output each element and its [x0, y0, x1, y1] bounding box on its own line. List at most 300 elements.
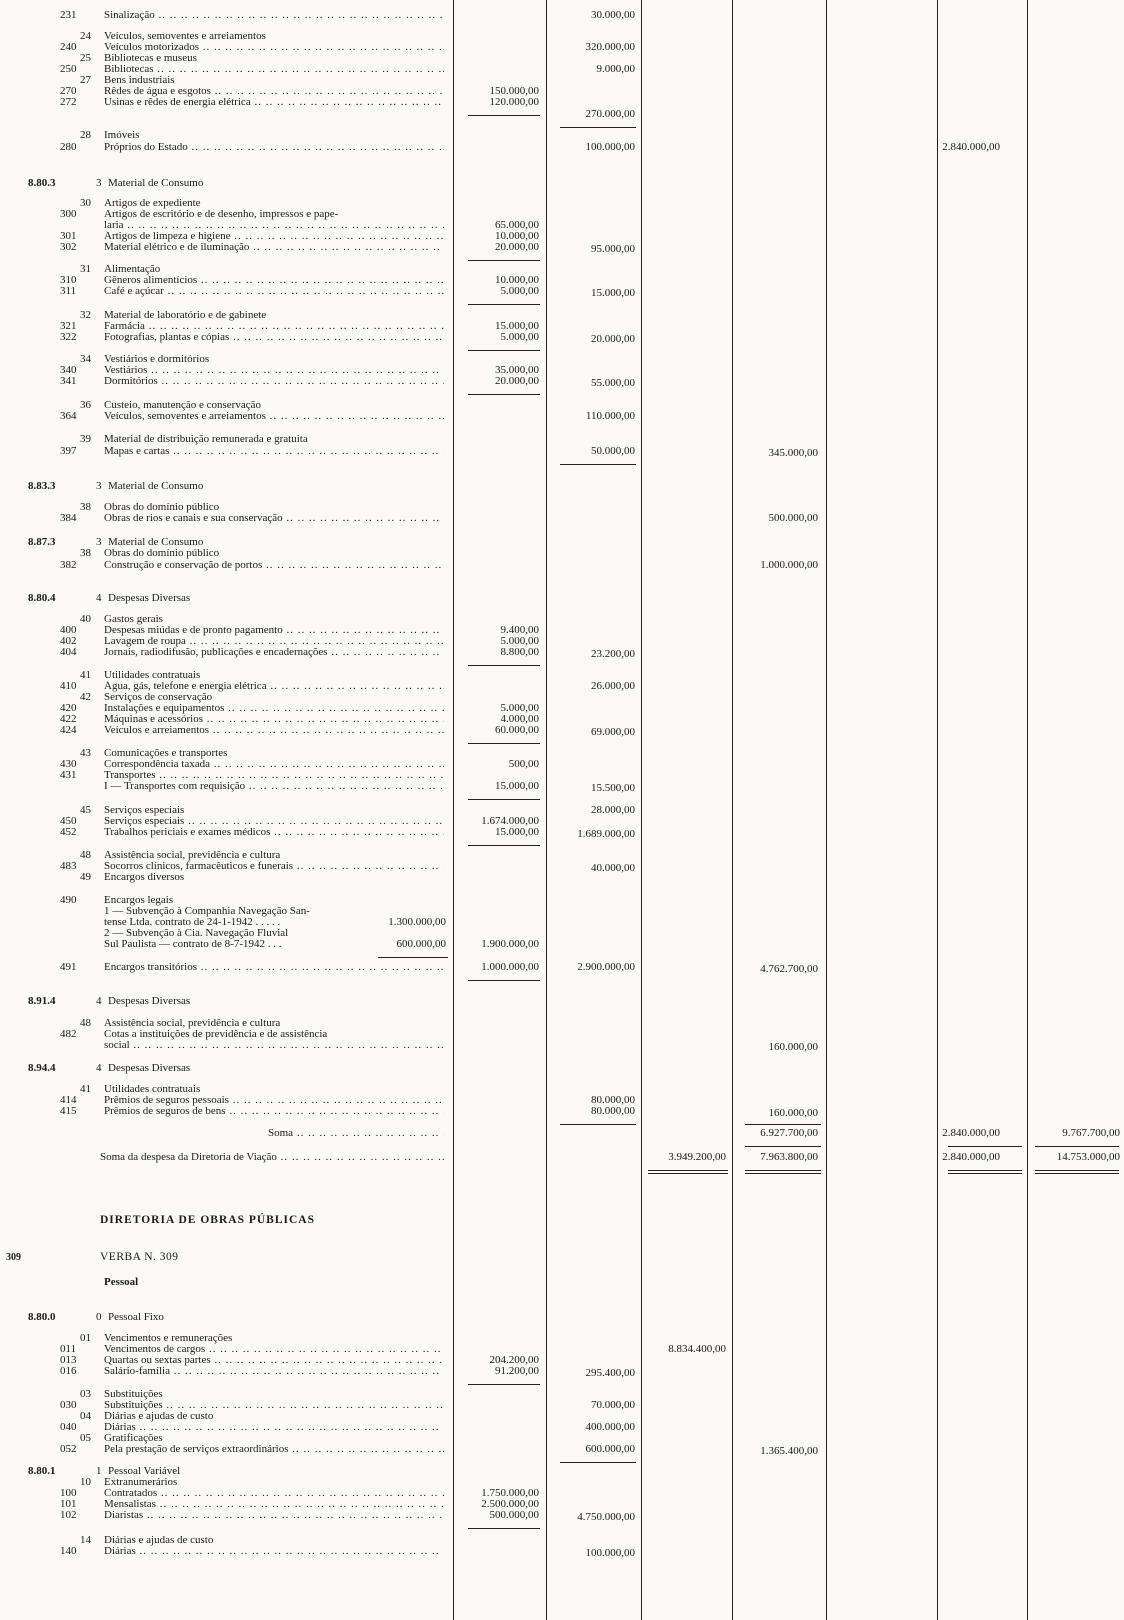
line-code: 040: [60, 1421, 77, 1433]
line-code: 431: [60, 769, 77, 781]
line-ref: 8.80.4: [28, 592, 56, 604]
column-rule: [641, 0, 642, 1620]
amount-c1: 150.000,00: [489, 85, 539, 97]
line-label: [104, 97, 444, 108]
line-label: [104, 31, 444, 42]
line-label: [104, 1477, 444, 1488]
line-code: 424: [60, 724, 77, 736]
amount-c4: 6.927.700,00: [760, 1127, 818, 1139]
subtotal-rule: [560, 1462, 636, 1463]
line-label: [104, 198, 444, 209]
line-label-text: Fotografias, plantas e cópias .. ..: [104, 332, 444, 343]
line-label: [104, 64, 444, 75]
line-label: [104, 321, 444, 332]
line-label-text: social .. ..: [104, 1040, 444, 1051]
line-label: [100, 1152, 444, 1163]
line-label: [104, 1422, 444, 1433]
amount-c1: 120.000,00: [489, 96, 539, 108]
line-code: 04: [80, 1410, 91, 1422]
line-label-text: Vestiários .. ..: [104, 365, 444, 376]
line-label-text: tense Ltda. contrato de 24-1-1942 . . . . .: [104, 917, 281, 928]
line-label-text: Material de Consumo: [108, 178, 204, 189]
line-label: [104, 805, 444, 816]
line-label-text: Diárias .. ..: [104, 1422, 444, 1433]
line-label-text: Material de laboratório e de gabinete: [104, 310, 267, 321]
line-label: [104, 142, 444, 153]
line-label: [108, 178, 448, 189]
line-label-text: Rêdes de água e esgotos .. ..: [104, 86, 444, 97]
line-code: 30: [80, 197, 91, 209]
line-code: 250: [60, 63, 77, 75]
line-label-text: Vencimentos de cargos .. ..: [104, 1344, 444, 1355]
line-code: 384: [60, 512, 77, 524]
line-label-text: Bens industriais: [104, 75, 175, 86]
line-label: [104, 10, 444, 21]
line-label-text: Bibliotecas .. ..: [104, 64, 444, 75]
line-label: [104, 614, 444, 625]
amount-c2: 4.750.000,00: [577, 1511, 635, 1523]
line-label: [104, 1400, 444, 1411]
amount-c2: 23.200,00: [591, 648, 635, 660]
line-code: 31: [80, 263, 91, 275]
subtotal-rule: [745, 1146, 821, 1147]
line-code: 270: [60, 85, 77, 97]
line-label-text: Contratados .. ..: [104, 1488, 444, 1499]
line-label: [104, 310, 444, 321]
line-code: 404: [60, 646, 77, 658]
line-code: 38: [80, 501, 91, 513]
amount-c2: 295.400,00: [585, 1367, 635, 1379]
amount-c1: 1.750.000,00: [481, 1487, 539, 1499]
line-label: [104, 962, 444, 973]
line-label-text: Serviços especiais .. ..: [104, 816, 444, 827]
line-label-text: Material elétrico e de iluminação .. ..: [104, 242, 444, 253]
line-code: 280: [60, 141, 77, 153]
line-label: [104, 1488, 444, 1499]
line-code: 415: [60, 1105, 77, 1117]
line-label-text: Artigos de expediente: [104, 198, 201, 209]
line-label-text: Despesas Diversas: [108, 1063, 191, 1074]
line-code: 28: [80, 129, 91, 141]
amount-c2: 2.900.000,00: [577, 961, 635, 973]
line-label-text: 2 — Subvenção à Cia. Navegação Fluvial: [104, 928, 289, 939]
line-label-text: Encargos diversos: [104, 872, 185, 883]
line-label: [104, 411, 444, 422]
line-label: [104, 286, 444, 297]
line-code: 39: [80, 433, 91, 445]
line-label: [108, 537, 448, 548]
line-label-text: Diárias e ajudas de custo: [104, 1411, 214, 1422]
line-label: [108, 481, 448, 492]
amount-c1: 20.000,00: [495, 241, 539, 253]
line-label: [104, 502, 444, 513]
amount-c2: 600.000,00: [585, 1443, 635, 1455]
amount-c1: 8.800,00: [500, 646, 539, 658]
line-code: 24: [80, 30, 91, 42]
line-label-text: Vencimentos e remunerações: [104, 1333, 233, 1344]
line-label: [104, 670, 444, 681]
line-label-text: Pessoal: [104, 1277, 139, 1288]
line-label-text: Pessoal Variável: [108, 1466, 181, 1477]
line-label-text: Prêmios de seguros de bens .. ..: [104, 1106, 444, 1117]
line-label-text: Usinas e rêdes de energia elétrica .. ..: [104, 97, 444, 108]
line-code: 490: [60, 894, 77, 906]
line-ref: 8.91.4: [28, 995, 56, 1007]
line-label: [104, 725, 444, 736]
line-label-text: Gastos gerais: [104, 614, 163, 625]
line-label: [104, 636, 444, 647]
line-label: [104, 759, 444, 770]
line-label: [104, 1444, 444, 1455]
line-label-text: Lavagem de roupa .. ..: [104, 636, 444, 647]
line-label-text: I — Transportes com requisição .. ..: [104, 781, 444, 792]
subtotal-rule: [560, 127, 636, 128]
line-label-text: Diárias .. ..: [104, 1546, 444, 1557]
line-label-text: Diárias e ajudas de custo: [104, 1535, 214, 1546]
line-code: 3: [96, 536, 102, 548]
subtotal-rule: [468, 665, 540, 666]
line-code: 402: [60, 635, 77, 647]
amount-c1: 2.500.000,00: [481, 1498, 539, 1510]
line-code: 452: [60, 826, 77, 838]
amount-c2: 30.000,00: [591, 9, 635, 21]
line-label-text: Substituições: [104, 1389, 163, 1400]
amount-c1: 1.674.000,00: [481, 815, 539, 827]
line-ref: 8.87.3: [28, 536, 56, 548]
line-label-text: Farmácia .. ..: [104, 321, 444, 332]
line-label: [104, 872, 444, 883]
line-label-text: Sinalização .. ..: [104, 10, 444, 21]
line-label: [104, 625, 444, 636]
line-label-text: Veículos, semoventes e arreiamentos: [104, 31, 266, 42]
amount-c1: 5.000,00: [500, 635, 539, 647]
line-code: 48: [80, 849, 91, 861]
amount-c4: 4.762.700,00: [760, 963, 818, 975]
line-label-text: Material de Consumo: [108, 537, 204, 548]
line-code: 34: [80, 353, 91, 365]
amount-c1: 5.000,00: [500, 285, 539, 297]
line-label: [104, 220, 444, 231]
line-code: 41: [80, 1083, 91, 1095]
line-code: 013: [60, 1354, 77, 1366]
line-code: 482: [60, 1028, 77, 1040]
line-code: 422: [60, 713, 77, 725]
line-code: 40: [80, 613, 91, 625]
line-code: 14: [80, 1534, 91, 1546]
line-code: 483: [60, 860, 77, 872]
amount-c1: 1.000.000,00: [481, 961, 539, 973]
line-label-text: Vestiários e dormitórios: [104, 354, 210, 365]
line-label: [104, 560, 444, 571]
line-label: [104, 354, 444, 365]
line-label: [104, 748, 444, 759]
line-ref: 8.80.1: [28, 1465, 56, 1477]
amount-c3: 3.949.200,00: [668, 1151, 726, 1163]
line-label-text: Utilidades contratuais: [104, 670, 201, 681]
amount-c2: 69.000,00: [591, 726, 635, 738]
line-label: [104, 1389, 444, 1400]
line-label: [104, 1106, 444, 1117]
line-code: 0: [96, 1311, 102, 1323]
line-label: [104, 1499, 444, 1510]
line-label: [108, 1312, 448, 1323]
line-label: [104, 1333, 444, 1344]
line-label: [108, 996, 448, 1007]
amount-c1: 204.200,00: [489, 1354, 539, 1366]
amount-c4: 160.000,00: [768, 1107, 818, 1119]
line-code: 3: [96, 480, 102, 492]
line-code: 300: [60, 208, 77, 220]
line-label-text: Soma da despesa da Diretoria de Viação .. ..: [100, 1152, 444, 1163]
line-label: [104, 548, 444, 559]
subtotal-rule: [468, 743, 540, 744]
line-label-text: Pessoal Fixo: [108, 1312, 164, 1323]
amount-c3: 8.834.400,00: [668, 1343, 726, 1355]
line-code: 140: [60, 1545, 77, 1557]
line-code: 4: [96, 1062, 102, 1074]
line-label: [104, 42, 444, 53]
line-code: 42: [80, 691, 91, 703]
line-label: [104, 376, 444, 387]
amount-c2: 95.000,00: [591, 243, 635, 255]
line-label-text: Jornais, radiodifusão, publicações e encadernações .. ..: [104, 647, 444, 658]
line-label: [104, 816, 444, 827]
line-label-text: Material de distribuição remunerada e gratuita: [104, 434, 308, 445]
line-code: 491: [60, 961, 77, 973]
line-label-text: Transportes .. ..: [104, 770, 444, 781]
line-code: 102: [60, 1509, 77, 1521]
subtotal-rule: [468, 799, 540, 800]
line-code: 43: [80, 747, 91, 759]
amount-c1: 60.000,00: [495, 724, 539, 736]
line-code: 301: [60, 230, 77, 242]
amount-c2: 28.000,00: [591, 804, 635, 816]
line-code: 36: [80, 399, 91, 411]
line-label-text: Material de Consumo: [108, 481, 204, 492]
amount-c1: 500,00: [508, 758, 539, 770]
amount-c4: 500.000,00: [768, 512, 818, 524]
subtotal-rule: [468, 350, 540, 351]
line-label: [268, 1128, 444, 1139]
amount-c4: 345.000,00: [768, 447, 818, 459]
line-code: 310: [60, 274, 77, 286]
line-label-text: Mapas e cartas .. ..: [104, 446, 444, 457]
line-code: 321: [60, 320, 77, 332]
amount-c2: 55.000,00: [591, 377, 635, 389]
line-code: 240: [60, 41, 77, 53]
amount-c4: 1.365.400,00: [760, 1445, 818, 1457]
amount-c4: 7.963.800,00: [760, 1151, 818, 1163]
line-code: 311: [60, 285, 77, 297]
line-label: [104, 1535, 444, 1546]
line-code: 011: [60, 1343, 77, 1355]
amount-c2: 400.000,00: [585, 1421, 635, 1433]
subtotal-rule: [468, 1384, 540, 1385]
line-code: 231: [60, 9, 77, 21]
line-label-text: Extranumerários: [104, 1477, 178, 1488]
verba-heading: VERBA N. 309: [100, 1251, 179, 1263]
line-code: 016: [60, 1365, 77, 1377]
line-label-text: Gêneros alimentícios .. ..: [104, 275, 444, 286]
amount-c1: 15.000,00: [495, 780, 539, 792]
line-label-text: Socorros clínicos, farmacêuticos e funerais .. ..: [104, 861, 444, 872]
total-rule: [948, 1170, 1022, 1174]
subtotal-rule: [745, 1124, 821, 1125]
line-code: 3: [96, 177, 102, 189]
amount-c2: 80.000,00: [591, 1094, 635, 1106]
line-label-text: Mensalistas .. ..: [104, 1499, 444, 1510]
amount-c2: 20.000,00: [591, 333, 635, 345]
line-code: 340: [60, 364, 77, 376]
amount-c2: 100.000,00: [585, 1547, 635, 1559]
column-rule: [826, 0, 827, 1620]
line-code: 10: [80, 1476, 91, 1488]
amount-c2: 80.000,00: [591, 1105, 635, 1117]
line-code: 030: [60, 1399, 77, 1411]
line-label: [104, 275, 444, 286]
amount-c1: 10.000,00: [495, 274, 539, 286]
amount-c2: 110.000,00: [585, 410, 635, 422]
line-label: [104, 513, 444, 524]
line-label-text: Café e açúcar .. ..: [104, 286, 444, 297]
amount-c2: 100.000,00: [585, 141, 635, 153]
line-label-text: Serviços especiais: [104, 805, 185, 816]
total-rule: [648, 1170, 728, 1174]
line-code: 05: [80, 1432, 91, 1444]
line-label-text: Despesas Diversas: [108, 593, 191, 604]
amount-c0: 600.000,00: [396, 938, 446, 950]
line-label-text: Trabalhos periciais e exames médicos .. ..: [104, 827, 444, 838]
line-label-text: Assistência social, previdência e cultura: [104, 850, 281, 861]
line-label-text: Alimentação: [104, 264, 161, 275]
line-code: 420: [60, 702, 77, 714]
line-code: 38: [80, 547, 91, 559]
line-label-text: Água, gás, telefone e energia elétrica .. ..: [104, 681, 444, 692]
line-label-text: Veículos motorizados .. ..: [104, 42, 444, 53]
line-label: [104, 75, 444, 86]
line-code: 410: [60, 680, 77, 692]
subtotal-rule: [378, 957, 448, 958]
line-label-text: Substituições .. ..: [104, 1400, 444, 1411]
line-label: [104, 1366, 444, 1377]
amount-c1: 91.200,00: [495, 1365, 539, 1377]
line-code: 430: [60, 758, 77, 770]
line-code: 4: [96, 995, 102, 1007]
line-code: 364: [60, 410, 77, 422]
line-label: [104, 714, 444, 725]
line-code: 397: [60, 445, 77, 457]
line-label-text: Veículos, semoventes e arreiamentos .. ..: [104, 411, 444, 422]
line-code: 25: [80, 52, 91, 64]
line-label: [104, 1040, 444, 1051]
subtotal-rule: [468, 260, 540, 261]
amount-c2: 270.000,00: [585, 108, 635, 120]
line-code: 41: [80, 669, 91, 681]
amount-c1: 5.000,00: [500, 702, 539, 714]
amount-c1: 15.000,00: [495, 826, 539, 838]
line-label: [104, 209, 444, 220]
line-code: 48: [80, 1017, 91, 1029]
subtotal-rule: [1035, 1146, 1119, 1147]
line-label-text: Próprios do Estado .. ..: [104, 142, 444, 153]
line-label: [104, 681, 444, 692]
line-label-text: Imóveis: [104, 130, 140, 141]
amount-c6: 2.840.000,00: [942, 141, 1000, 153]
line-label-text: Construção e conservação de portos .. ..: [104, 560, 444, 571]
line-label-text: Instalações e equipamentos .. ..: [104, 703, 444, 714]
line-label: [104, 1433, 444, 1444]
amount-c1: 1.900.000,00: [481, 938, 539, 950]
amount-c2: 26.000,00: [591, 680, 635, 692]
column-rule: [732, 0, 733, 1620]
line-label: [104, 647, 444, 658]
line-label: [104, 1018, 444, 1029]
line-label-text: Obras do domínio público: [104, 502, 220, 513]
line-label: [104, 1084, 444, 1095]
line-label-text: Máquinas e acessórios .. ..: [104, 714, 444, 725]
line-ref: 8.94.4: [28, 1062, 56, 1074]
line-label: [104, 332, 444, 343]
line-code: 100: [60, 1487, 77, 1499]
line-label-text: Dormitórios .. ..: [104, 376, 444, 387]
line-label: [104, 400, 444, 411]
line-label: [104, 365, 444, 376]
amount-c1: 500.000,00: [489, 1509, 539, 1521]
line-label-text: Serviços de conservação: [104, 692, 213, 703]
line-label: [104, 1510, 444, 1521]
line-label-text: Assistência social, previdência e cultura: [104, 1018, 281, 1029]
line-label: [104, 770, 444, 781]
amount-c4: 1.000.000,00: [760, 559, 818, 571]
line-label-text: Correspondência taxada .. ..: [104, 759, 444, 770]
line-label-text: Sul Paulista — contrato de 8-7-1942 . . .: [104, 939, 282, 950]
line-code: 450: [60, 815, 77, 827]
line-label-text: Soma .. ..: [268, 1128, 444, 1139]
line-label-text: Encargos transitórios .. ..: [104, 962, 444, 973]
line-label: [108, 593, 448, 604]
line-label-text: Diaristas .. ..: [104, 1510, 444, 1521]
line-ref: 8.80.3: [28, 177, 56, 189]
line-label-text: Custeio, manutenção e conservação: [104, 400, 261, 411]
line-label-text: Artigos de limpeza e higiene .. ..: [104, 231, 444, 242]
line-code: 32: [80, 309, 91, 321]
line-label: [104, 1344, 444, 1355]
line-code: 27: [80, 74, 91, 86]
amount-c1: 4.000,00: [500, 713, 539, 725]
line-label: [104, 1355, 444, 1366]
line-label: [104, 861, 444, 872]
line-label: [104, 231, 444, 242]
column-rule: [937, 0, 938, 1620]
line-label-text: Veículos e arreiamentos .. ..: [104, 725, 444, 736]
line-label-text: Pela prestação de serviços extraordinários .. ..: [104, 1444, 444, 1455]
line-label-text: Artigos de escritório e de desenho, impressos e pape-: [104, 209, 339, 220]
amount-c1: 9.400,00: [500, 624, 539, 636]
verba-number: 309: [6, 1252, 21, 1263]
line-code: 4: [96, 592, 102, 604]
amount-c1: 5.000,00: [500, 331, 539, 343]
line-label: [104, 446, 444, 457]
line-code: 302: [60, 241, 77, 253]
line-label: [104, 86, 444, 97]
line-label: [104, 895, 444, 906]
amount-c1: 65.000,00: [495, 219, 539, 231]
line-label: [104, 928, 444, 939]
line-label: [104, 53, 444, 64]
amount-c2: 9.000,00: [596, 63, 635, 75]
line-code: 382: [60, 559, 77, 571]
line-label: [104, 1411, 444, 1422]
